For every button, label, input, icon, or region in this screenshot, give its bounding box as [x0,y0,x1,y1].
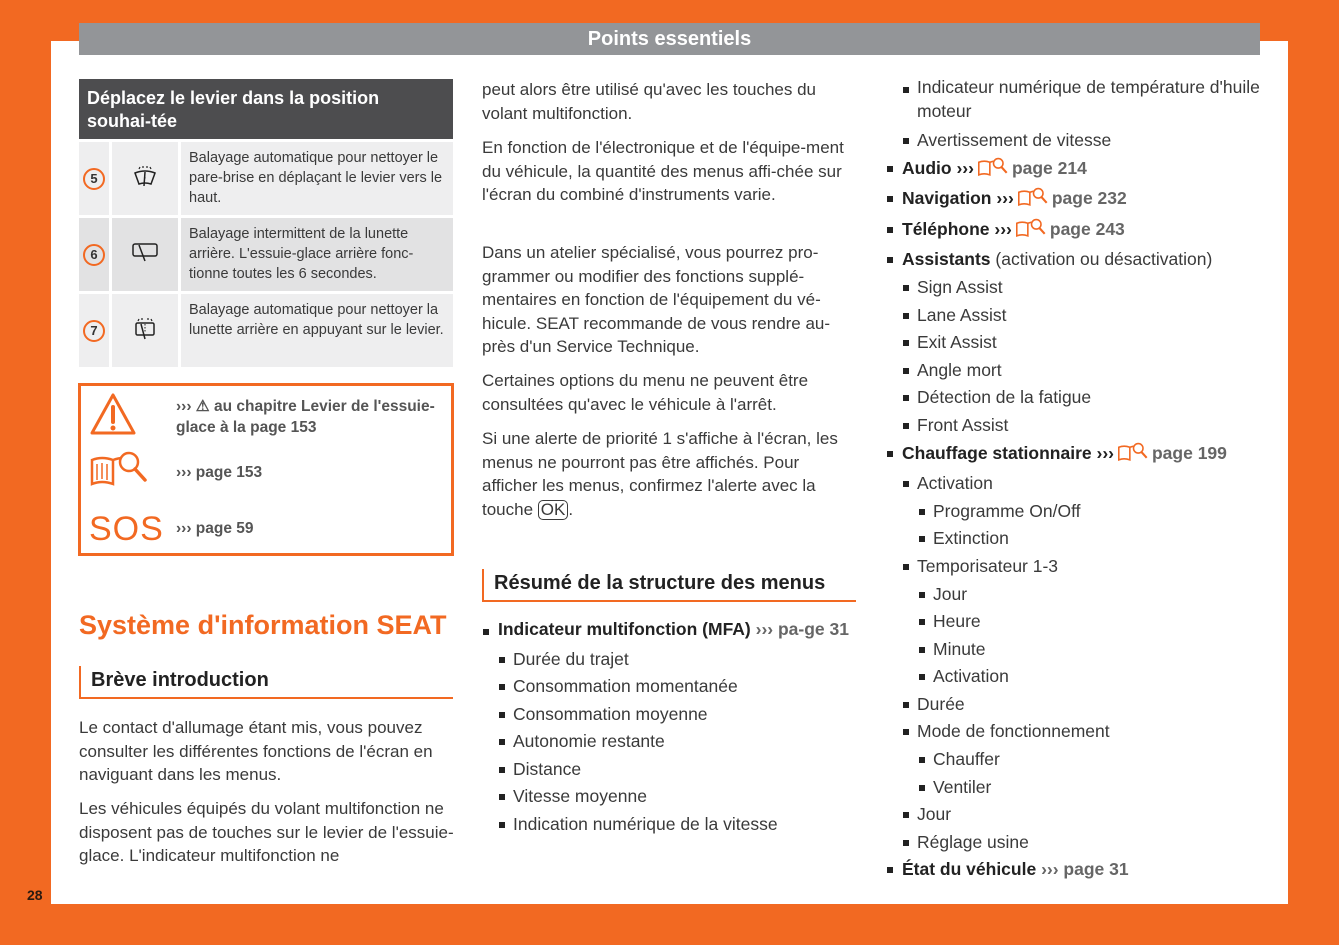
list-item-audio: Audio ››› page 214 [886,155,1266,186]
list-item: Vitesse moyenne [482,783,862,811]
list-item: Consommation moyenne [482,701,862,729]
warning-reference[interactable]: ››› ⚠ au chapitre Levier de l'essuie-glace à la page 153 [176,398,435,436]
table-row [79,294,453,367]
list-item: Angle mort [886,357,1266,385]
page-link[interactable]: page 199 [1151,442,1227,463]
list-item: Durée [886,691,1266,719]
row-description: Balayage intermittent de la lunette arrière. L'essuie-glace arrière fonc-tionne toutes les 6 secondes. [181,218,453,291]
list-item: Front Assist [886,412,1266,440]
list-item: Jour [886,801,1266,829]
list-item: Jour [886,581,1266,609]
list-item: Lane Assist [886,302,1266,330]
manual-search-icon [1017,187,1049,216]
paragraph: Certaines options du menu ne peuvent être consultées qu'avec le véhicule à l'arrêt. [482,371,809,414]
position-number: 6 [83,244,105,266]
sos-page-reference[interactable]: ››› page 59 [176,520,254,537]
table-heading: Déplacez le levier dans la position souhai-tée [79,79,453,139]
page-link[interactable]: page 214 [1011,157,1087,178]
menu-summary-title: Résumé de la structure des menus [482,569,856,602]
sos-icon: SOS [89,510,164,548]
paragraph: peut alors être utilisé qu'avec les touches du volant multifonction. [482,80,816,123]
page-link[interactable]: ››› pa-ge 31 [755,619,849,639]
list-item-assistants: Assistants (activation ou désactivation) [886,246,1266,274]
list-item: Activation [886,663,1266,691]
reference-box [78,383,454,556]
paragraph: Dans un atelier spécialisé, vous pourrez pro-grammer ou modifier des fonctions supplé-mentaires en fonction de l'équipement du vé-hicule. SEAT recommande de vous rendre au-près d'un Service Technique. [482,243,831,356]
list-item: Détection de la fatigue [886,384,1266,412]
list-item: Avertissement de vitesse [886,127,1266,155]
list-item: Distance [482,756,862,784]
page-header: Points essentiels [79,23,1260,55]
list-item: Indicateur multifonction (MFA) ››› pa-ge 31 [482,618,862,642]
list-item: Indication numérique de la vitesse [482,811,862,839]
windscreen-wash-icon [132,164,158,193]
page-link[interactable]: page 243 [1049,218,1125,239]
list-item: Chauffer [886,746,1266,774]
lever-position-table [79,79,453,367]
subsection-title: Brève introduction [79,666,453,699]
warning-icon [89,392,137,441]
paragraph: En fonction de l'électronique et de l'équipe-ment du véhicule, la quantité des menus affi-chée sur l'écran du combiné d'instruments varie. [482,138,844,204]
alert-paragraph: Si une alerte de priorité 1 s'affiche à l'écran, les menus ne pourront pas être affichés. Pour afficher les menus, confirmez l'alerte avec la touche OK . [482,429,838,519]
row-description: Balayage automatique pour nettoyer la lunette arrière en appuyant sur le levier. [181,294,453,367]
menu-tree-col3 [886,76,1266,884]
paragraph: Le contact d'allumage étant mis, vous pouvez consulter les différentes fonctions de l'écran en naviguant dans les menus. [79,718,433,784]
list-item: Sign Assist [886,274,1266,302]
paragraph: Les véhicules équipés du volant multifonction ne disposent pas de touches sur le levier de l'essuie-glace. L'indicateur multifonction ne [79,799,454,865]
list-item: Minute [886,636,1266,664]
position-number: 5 [83,168,105,190]
list-item: Réglage usine [886,829,1266,857]
manual-page-reference[interactable]: ››› page 153 [176,464,263,481]
list-item: Mode de fonctionnement [886,718,1266,746]
list-item: Exit Assist [886,329,1266,357]
rear-wiper-icon [131,241,159,268]
list-item: Programme On/Off [886,498,1266,526]
list-item: Autonomie restante [482,728,862,756]
position-number: 7 [83,320,105,342]
manual-search-icon [1015,218,1047,247]
list-item: Heure [886,608,1266,636]
list-item: Temporisateur 1-3 [886,553,1266,581]
row-description: Balayage automatique pour nettoyer le pare-brise en déplaçant le levier vers le haut. [181,142,453,215]
list-item: Extinction [886,525,1266,553]
table-row [79,218,453,291]
list-item: Indicateur numérique de température d'huile moteur [886,76,1266,123]
list-item-telephone: Téléphone ››› page 243 [886,216,1266,247]
list-item: Activation [886,470,1266,498]
section-title: Système d'information SEAT [79,610,447,640]
menu-tree-col2 [482,618,862,839]
manual-search-icon [1117,442,1149,471]
list-item-navigation: Navigation ››› page 232 [886,185,1266,216]
page-link[interactable]: page 232 [1051,188,1127,209]
list-item-etat: État du véhicule ››› page 31 [886,856,1266,884]
manual-search-icon [89,450,149,493]
manual-search-icon [977,157,1009,186]
page-link[interactable]: ››› page 31 [1041,859,1129,880]
table-row [79,142,453,215]
list-item: Durée du trajet [482,646,862,674]
page-number: 28 [27,887,43,903]
list-item: Ventiler [886,774,1266,802]
rear-wash-icon [133,315,157,346]
list-item: Consommation momentanée [482,673,862,701]
ok-key: OK [538,500,569,520]
list-item-chauffage: Chauffage stationnaire ››› page 199 [886,440,1266,471]
